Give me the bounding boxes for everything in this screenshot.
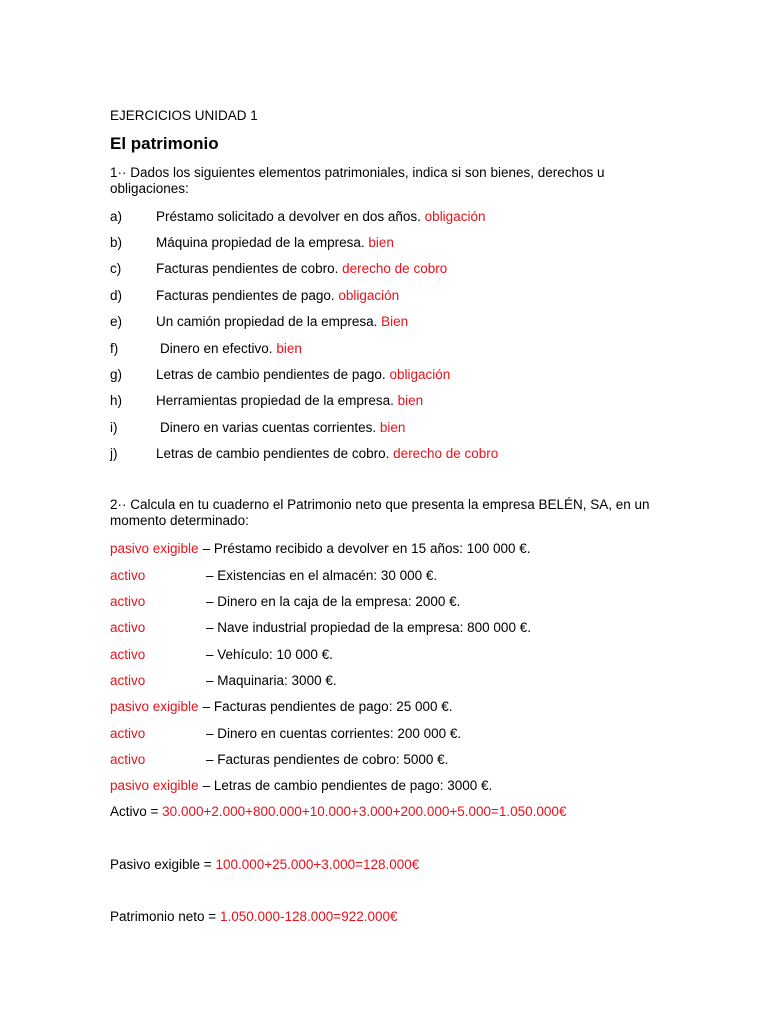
neto-label: Patrimonio neto = [110, 909, 217, 924]
row-text: – Maquinaria: 3000 €. [206, 673, 337, 688]
item-letter: e) [110, 314, 123, 329]
pasivo-calculation [110, 857, 419, 873]
item-answer: derecho de cobro [342, 261, 448, 276]
exercise2-row [110, 778, 492, 794]
item-answer: derecho de cobro [393, 446, 499, 461]
exercise2-row [110, 673, 337, 689]
exercise1-item [110, 341, 302, 357]
activo-value: 30.000+2.000+800.000+10.000+3.000+200.000+5.000=1.050.000€ [162, 804, 567, 819]
exercise1-item [110, 235, 394, 251]
unit-heading: EJERCICIOS UNIDAD 1 [110, 108, 258, 123]
item-answer: bien [397, 393, 424, 408]
exercise2-row [110, 620, 531, 636]
exercise2-row [110, 594, 460, 610]
row-text: – Facturas pendientes de pago: 25 000 €. [202, 699, 453, 714]
page-title: El patrimonio [110, 134, 219, 153]
item-letter: d) [110, 288, 123, 303]
exercise1-item [110, 209, 485, 225]
neto-value: 1.050.000-128.000=922.000€ [219, 909, 398, 924]
item-answer: obligación [424, 209, 486, 224]
pasivo-label: Pasivo exigible = [110, 857, 212, 872]
item-letter: f) [110, 341, 119, 356]
activo-calculation [110, 804, 566, 820]
exercise2-row [110, 752, 448, 768]
row-category: activo [110, 620, 146, 635]
item-text: Un camión propiedad de la empresa. [156, 314, 378, 329]
exercise2-row [110, 568, 437, 584]
row-text: – Existencias en el almacén: 30 000 €. [206, 568, 438, 583]
item-text: Dinero en varias cuentas corrientes. [160, 420, 377, 435]
exercise1-item [110, 446, 498, 462]
exercise2-row [110, 647, 333, 663]
item-answer: bien [379, 420, 406, 435]
exercise1-item [110, 314, 408, 330]
row-category: activo [110, 568, 146, 583]
item-letter: a) [110, 209, 123, 224]
item-text: Máquina propiedad de la empresa. [156, 235, 365, 250]
exercise2-row [110, 541, 531, 557]
row-text: – Vehículo: 10 000 €. [206, 647, 333, 662]
row-text: – Nave industrial propiedad de la empresa: 800 000 €. [206, 620, 531, 635]
row-category: activo [110, 594, 146, 609]
exercise1-item [110, 393, 423, 409]
item-letter: g) [110, 367, 123, 382]
item-text: Facturas pendientes de cobro. [156, 261, 339, 276]
item-letter: j) [110, 446, 118, 461]
row-text: – Préstamo recibido a devolver en 15 años: 100 000 €. [202, 541, 531, 556]
item-letter: i) [110, 420, 118, 435]
item-letter: c) [110, 261, 122, 276]
row-category: pasivo exigible [110, 699, 199, 714]
exercise2-row [110, 699, 453, 715]
item-answer: obligación [338, 288, 400, 303]
row-category: activo [110, 752, 146, 767]
row-category: activo [110, 726, 146, 741]
row-category: activo [110, 647, 146, 662]
row-category: activo [110, 673, 146, 688]
item-answer: bien [368, 235, 394, 250]
activo-label: Activo = [110, 804, 159, 819]
exercise2-row [110, 726, 461, 742]
exercise2-prompt: 2·· Calcula en tu cuaderno el Patrimonio neto que presenta la empresa BELÉN, SA, en un momento determinado: [110, 497, 650, 528]
row-text: – Letras de cambio pendientes de pago: 3000 €. [202, 778, 493, 793]
item-letter: b) [110, 235, 123, 250]
row-category: pasivo exigible [110, 541, 199, 556]
item-text: Facturas pendientes de pago. [156, 288, 335, 303]
item-answer: Bien [381, 314, 409, 329]
item-letter: h) [110, 393, 123, 408]
item-answer: obligación [389, 367, 451, 382]
exercise1-item [110, 420, 405, 436]
exercise1-item [110, 367, 450, 383]
row-text: – Dinero en cuentas corrientes: 200 000 €. [206, 726, 462, 741]
item-text: Letras de cambio pendientes de cobro. [156, 446, 390, 461]
pasivo-value: 100.000+25.000+3.000=128.000€ [215, 857, 420, 872]
item-text: Herramientas propiedad de la empresa. [156, 393, 394, 408]
row-text: – Dinero en la caja de la empresa: 2000 €. [206, 594, 461, 609]
exercise1-item [110, 261, 447, 277]
item-text: Préstamo solicitado a devolver en dos años. [156, 209, 421, 224]
row-text: – Facturas pendientes de cobro: 5000 €. [206, 752, 449, 767]
neto-calculation [110, 909, 398, 925]
item-text: Letras de cambio pendientes de pago. [156, 367, 386, 382]
item-answer: bien [276, 341, 302, 356]
exercise1-item [110, 288, 399, 304]
item-text: Dinero en efectivo. [160, 341, 273, 356]
exercise1-prompt: 1·· Dados los siguientes elementos patrimoniales, indica si son bienes, derechos u obligaciones: [110, 165, 605, 196]
row-category: pasivo exigible [110, 778, 199, 793]
